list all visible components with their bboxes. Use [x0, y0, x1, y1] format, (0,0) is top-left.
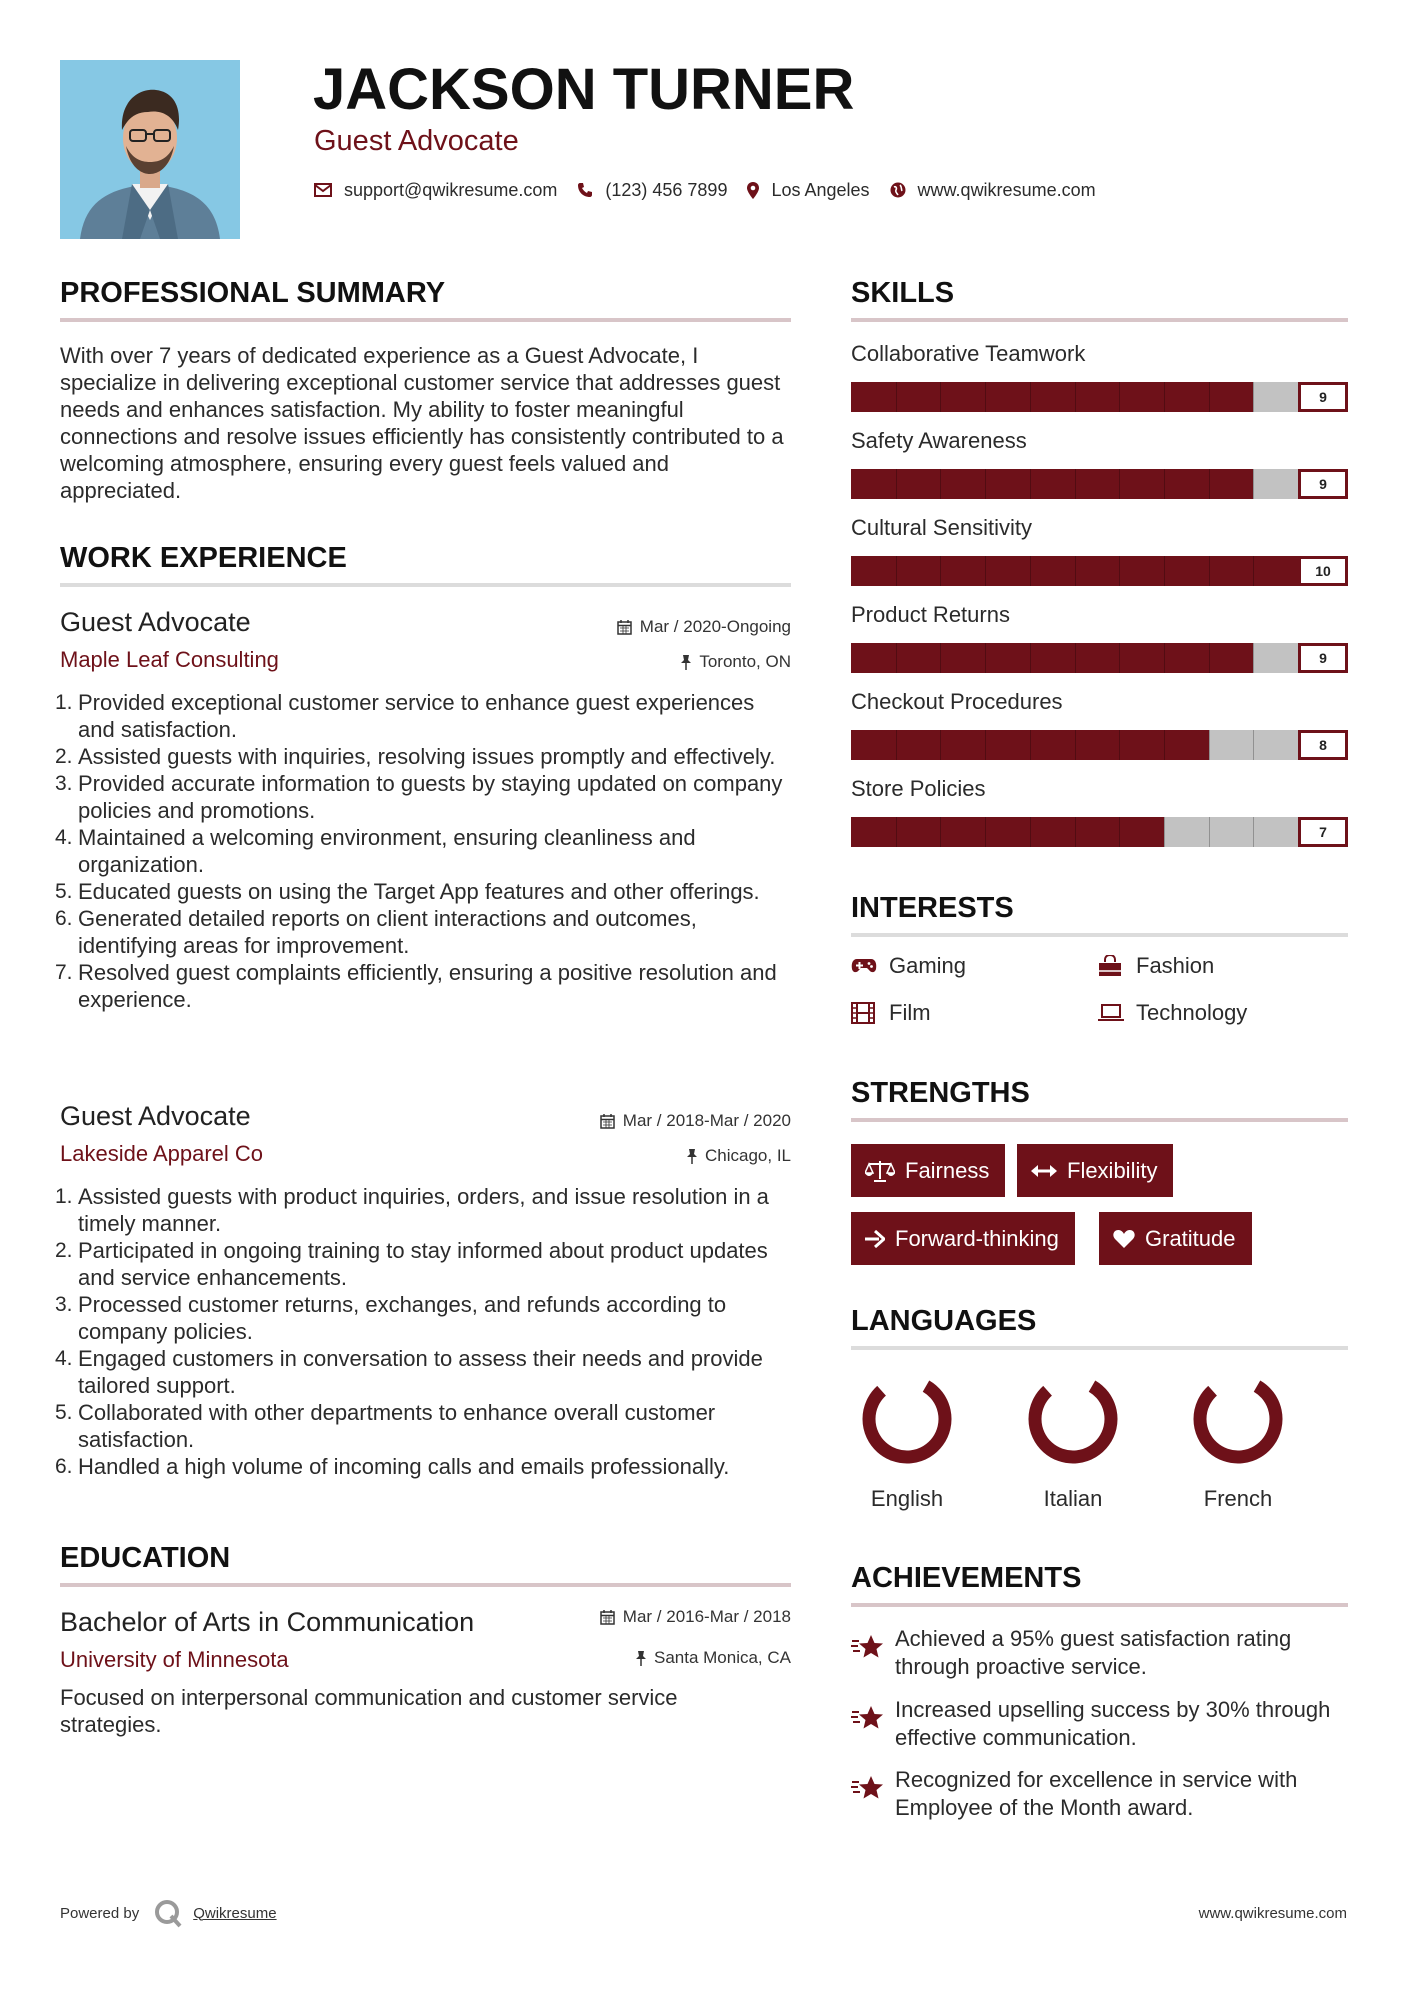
skill-bar: [851, 382, 1348, 412]
bullet-text: Generated detailed reports on client interactions and outcomes, identifying areas for improvement.: [78, 906, 697, 958]
achievements-heading: ACHIEVEMENTS: [851, 1562, 1082, 1594]
strength-label: Forward-thinking: [895, 1225, 1059, 1251]
star-icon: [851, 1696, 895, 1752]
skill-segment-divider: [1209, 469, 1210, 499]
skill-segment-divider: [1164, 469, 1165, 499]
bullet-text: Handled a high volume of incoming calls and emails professionally.: [78, 1454, 730, 1479]
arrow-right-icon: [865, 1230, 885, 1248]
skill-segment-filled: [1075, 730, 1120, 760]
skill-segment-filled: [985, 556, 1030, 586]
contact-email[interactable]: support@qwikresume.com: [344, 179, 558, 200]
skill-segment-filled: [1075, 643, 1120, 673]
experience-heading: WORK EXPERIENCE: [60, 542, 347, 574]
skill-segment-divider: [1209, 382, 1210, 412]
skills-heading: SKILLS: [851, 277, 955, 309]
job-date: [617, 616, 791, 638]
education-location-text: Santa Monica, CA: [653, 1648, 791, 1667]
skill-segment-divider: [1209, 556, 1210, 586]
skill-score: 7: [1298, 817, 1348, 847]
bullet-text: Resolved guest complaints efficiently, ensuring a positive resolution and experience.: [78, 960, 777, 1012]
summary-text: With over 7 years of dedicated experience as a Guest Advocate, I specialize in delivering exceptional customer service that addresses guest needs and enhances satisfaction. My ability to foster meaningful connections and resolve issues efficiently has consistently contributed to a welcoming atmosphere, ensuring every guest feels valued and appreciated.: [60, 343, 784, 503]
skill-score: 9: [1298, 469, 1348, 499]
strengths-heading: STRENGTHS: [851, 1077, 1030, 1109]
education-heading: EDUCATION: [60, 1542, 231, 1574]
skill-segment-filled: [940, 730, 985, 760]
skill-score: 9: [1298, 643, 1348, 673]
skill-segment-divider: [1253, 556, 1254, 586]
skill-segment-divider: [940, 817, 941, 847]
skill-segment-filled: [1119, 469, 1164, 499]
skill-label: Collaborative Teamwork: [851, 341, 1086, 366]
school-name: University of Minnesota: [60, 1647, 289, 1672]
job-bullet-item: [55, 1183, 791, 1237]
achievement-text: Recognized for excellence in service with Employee of the Month award.: [895, 1767, 1298, 1820]
skill-score: 8: [1298, 730, 1348, 760]
skill-segment-filled: [1209, 643, 1254, 673]
globe-icon: [890, 182, 906, 198]
balance-scale-icon: [865, 1160, 895, 1182]
summary-heading: PROFESSIONAL SUMMARY: [60, 277, 446, 309]
language-label: English: [870, 1486, 944, 1511]
interest-item: [1098, 953, 1214, 979]
skill-segment-divider: [1119, 730, 1120, 760]
skill-segment-filled: [1075, 382, 1120, 412]
job-location-text: Chicago, IL: [705, 1146, 791, 1165]
language-label: Italian: [1043, 1486, 1103, 1511]
skill-score: 9: [1298, 382, 1348, 412]
skill-segment-divider: [1075, 556, 1076, 586]
star-icon: [851, 1766, 895, 1822]
skill-segment-filled: [1164, 643, 1209, 673]
skill-segment-filled: [1119, 817, 1164, 847]
skill-segment-divider: [1164, 817, 1165, 847]
bag-icon: [1098, 955, 1126, 977]
language-ring-arc: [1035, 1386, 1111, 1457]
language-ring-arc: [869, 1386, 945, 1457]
skill-segment-divider: [1164, 556, 1165, 586]
calendar-icon: [617, 620, 632, 635]
strength-label: Fairness: [905, 1157, 990, 1183]
footer-url[interactable]: www.qwikresume.com: [1198, 1905, 1347, 1922]
skill-segment-divider: [1164, 730, 1165, 760]
interest-label: Film: [889, 1000, 931, 1025]
skill-segment-filled: [1253, 556, 1298, 586]
skill-segment-divider: [896, 643, 897, 673]
job-date-text: Mar / 2018-Mar / 2020: [622, 1111, 791, 1130]
skill-segment-filled: [1030, 817, 1075, 847]
skill-segment-empty: [1253, 643, 1298, 673]
strength-badge: [851, 1212, 1075, 1265]
skill-segment-divider: [1030, 817, 1031, 847]
skill-segment-filled: [851, 382, 896, 412]
gamepad-icon: [851, 958, 879, 974]
skill-segment-filled: [1164, 556, 1209, 586]
achievement-text: Achieved a 95% guest satisfaction rating through proactive service.: [895, 1626, 1292, 1679]
skill-segment-divider: [1119, 556, 1120, 586]
job-bullet-item: [55, 1291, 791, 1345]
job-title: Guest Advocate: [60, 1101, 251, 1131]
skill-label: Product Returns: [851, 602, 1010, 627]
contact-phone[interactable]: (123) 456 7899: [605, 179, 728, 200]
skill-segment-filled: [985, 469, 1030, 499]
job-bullets: [55, 689, 791, 1013]
skill-segment-divider: [985, 817, 986, 847]
skill-segment-filled: [985, 382, 1030, 412]
job-bullet-item: [55, 1399, 791, 1453]
skill-segment-divider: [896, 730, 897, 760]
skill-bar: [851, 556, 1348, 586]
skill-segment-filled: [1119, 730, 1164, 760]
skill-segment-filled: [1030, 469, 1075, 499]
skill-segment-filled: [1209, 382, 1254, 412]
skill-segment-empty: [1209, 730, 1254, 760]
skill-bar: [851, 469, 1348, 499]
bullet-number: 1.: [55, 1185, 73, 1208]
phone-icon: [577, 182, 593, 198]
bullet-number: 2.: [55, 1239, 73, 1262]
interest-label: Gaming: [889, 953, 967, 978]
job-bullets: [55, 1183, 791, 1480]
job-company: Lakeside Apparel Co: [60, 1141, 264, 1166]
achievement-item: [851, 1766, 1351, 1822]
language-gauge: [993, 1372, 1153, 1473]
bullet-number: 5.: [55, 1401, 73, 1424]
language-ring-arc: [1200, 1386, 1276, 1457]
skill-segment-filled: [1030, 643, 1075, 673]
job-location: [687, 1145, 791, 1167]
calendar-icon: [600, 1114, 615, 1129]
languages-heading: LANGUAGES: [851, 1305, 1037, 1337]
skill-segment-divider: [1253, 730, 1254, 760]
calendar-icon: [600, 1610, 615, 1625]
skill-segment-divider: [1209, 730, 1210, 760]
bullet-number: 5.: [55, 880, 73, 903]
skill-segment-filled: [1075, 817, 1120, 847]
job-bullet-item: [55, 1345, 791, 1399]
bullet-text: Collaborated with other departments to enhance overall customer satisfaction.: [78, 1400, 716, 1452]
heart-icon: [1113, 1229, 1135, 1249]
skill-segment-filled: [985, 730, 1030, 760]
language-ring: [1158, 1372, 1318, 1468]
skill-bar: [851, 817, 1348, 847]
skill-segment-empty: [1253, 469, 1298, 499]
pushpin-icon: [636, 1651, 646, 1666]
strength-badge: [1017, 1144, 1173, 1197]
job-bullet-item: [55, 770, 791, 824]
job-bullet-item: [55, 824, 791, 878]
strength-badge: [1099, 1212, 1252, 1265]
skill-segment-divider: [1075, 643, 1076, 673]
strength-label: Gratitude: [1145, 1225, 1236, 1251]
skill-segment-divider: [1253, 643, 1254, 673]
skill-segment-empty: [1253, 817, 1298, 847]
languages-divider: [851, 1346, 1348, 1350]
email-icon: [314, 183, 332, 197]
skill-segment-empty: [1209, 817, 1254, 847]
skill-segment-divider: [1164, 643, 1165, 673]
skill-segment-filled: [940, 817, 985, 847]
double-arrow-icon: [1031, 1164, 1057, 1178]
job-bullet-item: [55, 689, 791, 743]
skill-segment-filled: [1209, 469, 1254, 499]
skill-segment-divider: [1030, 730, 1031, 760]
language-gauge: [827, 1372, 987, 1473]
contact-location: Los Angeles: [771, 179, 870, 200]
skill-segment-divider: [1119, 643, 1120, 673]
achievements-divider: [851, 1603, 1348, 1607]
skill-segment-divider: [1209, 643, 1210, 673]
bullet-number: 6.: [55, 907, 73, 930]
bullet-text: Maintained a welcoming environment, ensuring cleanliness and organization.: [78, 825, 696, 877]
skill-label: Store Policies: [851, 776, 986, 801]
achievement-text: Increased upselling success by 30% through effective communication.: [895, 1697, 1331, 1750]
bullet-number: 3.: [55, 772, 73, 795]
job-title: Guest Advocate: [60, 607, 251, 637]
footer-powered-by: [60, 1898, 277, 1928]
skill-segment-filled: [1119, 382, 1164, 412]
skill-segment-filled: [1164, 730, 1209, 760]
skill-segment-divider: [1253, 469, 1254, 499]
skill-label: Checkout Procedures: [851, 689, 1063, 714]
skill-bar: [851, 730, 1348, 760]
skill-segment-filled: [940, 382, 985, 412]
skill-segment-filled: [851, 730, 896, 760]
skill-segment-divider: [896, 817, 897, 847]
skill-segment-divider: [1209, 817, 1210, 847]
skill-segment-empty: [1253, 382, 1298, 412]
skill-segment-divider: [1119, 817, 1120, 847]
bullet-number: 6.: [55, 1455, 73, 1478]
skill-segment-divider: [1253, 382, 1254, 412]
footer-brand-link[interactable]: Qwikresume: [193, 1904, 277, 1922]
skill-segment-filled: [851, 469, 896, 499]
skill-segment-divider: [1030, 556, 1031, 586]
skill-label: Cultural Sensitivity: [851, 515, 1032, 540]
skill-segment-filled: [1119, 556, 1164, 586]
skill-segment-filled: [1030, 730, 1075, 760]
bullet-text: Engaged customers in conversation to assess their needs and provide tailored support.: [78, 1346, 763, 1398]
bullet-text: Assisted guests with inquiries, resolving issues promptly and effectively.: [78, 744, 776, 769]
powered-by-text: Powered by: [60, 1904, 140, 1922]
job-bullet-item: [55, 905, 791, 959]
pushpin-icon: [681, 655, 691, 670]
skill-segment-filled: [851, 643, 896, 673]
bullet-text: Provided accurate information to guests by staying updated on company policies and promotions.: [78, 771, 783, 823]
bullet-text: Participated in ongoing training to stay informed about product updates and service enhancements.: [78, 1238, 768, 1290]
skill-segment-filled: [940, 469, 985, 499]
experience-divider: [60, 583, 791, 587]
skill-segment-filled: [1119, 643, 1164, 673]
skill-bar: [851, 643, 1348, 673]
skill-segment-divider: [1075, 817, 1076, 847]
bullet-number: 7.: [55, 961, 73, 984]
candidate-name: JACKSON TURNER: [313, 57, 855, 122]
education-date-text: Mar / 2016-Mar / 2018: [622, 1607, 791, 1626]
skill-segment-empty: [1164, 817, 1209, 847]
degree-title: Bachelor of Arts in Communication: [60, 1607, 475, 1637]
skill-segment-divider: [1075, 382, 1076, 412]
skill-segment-filled: [940, 643, 985, 673]
education-location: [636, 1647, 791, 1669]
skill-segment-divider: [896, 382, 897, 412]
bullet-text: Educated guests on using the Target App features and other offerings.: [78, 879, 760, 904]
skill-segment-filled: [1075, 469, 1120, 499]
skill-score: 10: [1298, 556, 1348, 586]
skill-segment-divider: [940, 730, 941, 760]
education-divider: [60, 1583, 791, 1587]
skill-segment-filled: [851, 817, 896, 847]
job-bullet-item: [55, 743, 791, 770]
skill-segment-divider: [1119, 469, 1120, 499]
skill-segment-divider: [985, 643, 986, 673]
skill-segment-divider: [940, 556, 941, 586]
skill-segment-empty: [1253, 730, 1298, 760]
skill-segment-filled: [896, 643, 941, 673]
skill-segment-filled: [1164, 382, 1209, 412]
job-location-text: Toronto, ON: [699, 652, 791, 671]
skill-segment-filled: [896, 556, 941, 586]
job-bullet-item: [55, 878, 791, 905]
strengths-divider: [851, 1118, 1348, 1122]
skill-segment-filled: [985, 643, 1030, 673]
qwikresume-logo-icon: [153, 1898, 183, 1928]
interests-heading: INTERESTS: [851, 892, 1014, 924]
job-bullet-item: [55, 1237, 791, 1291]
strength-badge: [851, 1144, 1005, 1197]
skill-segment-filled: [1164, 469, 1209, 499]
skill-segment-divider: [896, 469, 897, 499]
summary-divider: [60, 318, 791, 322]
job-company: Maple Leaf Consulting: [60, 647, 279, 672]
achievement-item: [851, 1696, 1351, 1752]
skill-segment-divider: [1075, 469, 1076, 499]
bullet-number: 4.: [55, 826, 73, 849]
language-ring: [993, 1372, 1153, 1468]
skill-segment-divider: [985, 556, 986, 586]
strength-label: Flexibility: [1067, 1157, 1158, 1183]
skill-segment-divider: [940, 643, 941, 673]
skill-segment-divider: [1030, 382, 1031, 412]
language-ring: [827, 1372, 987, 1468]
map-pin-icon: [747, 182, 759, 199]
skill-segment-filled: [1030, 556, 1075, 586]
bullet-number: 3.: [55, 1293, 73, 1316]
skill-segment-filled: [896, 469, 941, 499]
skill-segment-divider: [1075, 730, 1076, 760]
bullet-number: 1.: [55, 691, 73, 714]
skill-segment-divider: [1119, 382, 1120, 412]
skill-segment-filled: [985, 817, 1030, 847]
bullet-number: 4.: [55, 1347, 73, 1370]
laptop-icon: [1098, 1004, 1126, 1022]
bullet-text: Assisted guests with product inquiries, orders, and issue resolution in a timely manner.: [78, 1184, 769, 1236]
bullet-number: 2.: [55, 745, 73, 768]
interest-label: Fashion: [1136, 953, 1215, 978]
language-label: French: [1203, 1486, 1273, 1511]
education-date: [600, 1606, 791, 1628]
job-bullet-item: [55, 959, 791, 1013]
job-date: [600, 1110, 791, 1132]
contact-bar: [314, 178, 1116, 202]
skill-segment-divider: [985, 382, 986, 412]
film-icon: [851, 1002, 879, 1024]
skill-segment-filled: [851, 556, 896, 586]
skill-segment-divider: [896, 556, 897, 586]
interest-item: [851, 1000, 931, 1026]
skill-segment-divider: [940, 469, 941, 499]
skill-segment-filled: [1030, 382, 1075, 412]
interests-divider: [851, 933, 1348, 937]
skill-segment-filled: [896, 730, 941, 760]
job-bullet-item: [55, 1453, 791, 1480]
skill-segment-filled: [1209, 556, 1254, 586]
profile-photo: [60, 60, 240, 239]
bullet-text: Provided exceptional customer service to enhance guest experiences and satisfaction.: [78, 690, 755, 742]
interest-item: [851, 953, 966, 979]
skill-label: Safety Awareness: [851, 428, 1027, 453]
star-icon: [851, 1625, 895, 1681]
contact-website[interactable]: www.qwikresume.com: [917, 179, 1096, 200]
skill-segment-divider: [1253, 817, 1254, 847]
skill-segment-filled: [940, 556, 985, 586]
skills-divider: [851, 318, 1348, 322]
achievement-item: [851, 1625, 1351, 1681]
skill-segment-divider: [985, 469, 986, 499]
skill-segment-divider: [1030, 643, 1031, 673]
candidate-role: Guest Advocate: [314, 125, 519, 157]
interest-label: Technology: [1136, 1000, 1248, 1025]
language-gauge: [1158, 1372, 1318, 1473]
skill-segment-divider: [1164, 382, 1165, 412]
skill-segment-divider: [940, 382, 941, 412]
skill-segment-filled: [896, 382, 941, 412]
skill-segment-filled: [1075, 556, 1120, 586]
pushpin-icon: [687, 1149, 697, 1164]
skill-segment-divider: [985, 730, 986, 760]
skill-segment-filled: [896, 817, 941, 847]
interest-item: [1098, 1000, 1247, 1026]
bullet-text: Processed customer returns, exchanges, and refunds according to company policies.: [78, 1292, 727, 1344]
education-description: Focused on interpersonal communication and customer service strategies.: [60, 1685, 678, 1737]
skill-segment-divider: [1030, 469, 1031, 499]
job-location: [681, 651, 791, 673]
job-date-text: Mar / 2020-Ongoing: [639, 617, 791, 636]
